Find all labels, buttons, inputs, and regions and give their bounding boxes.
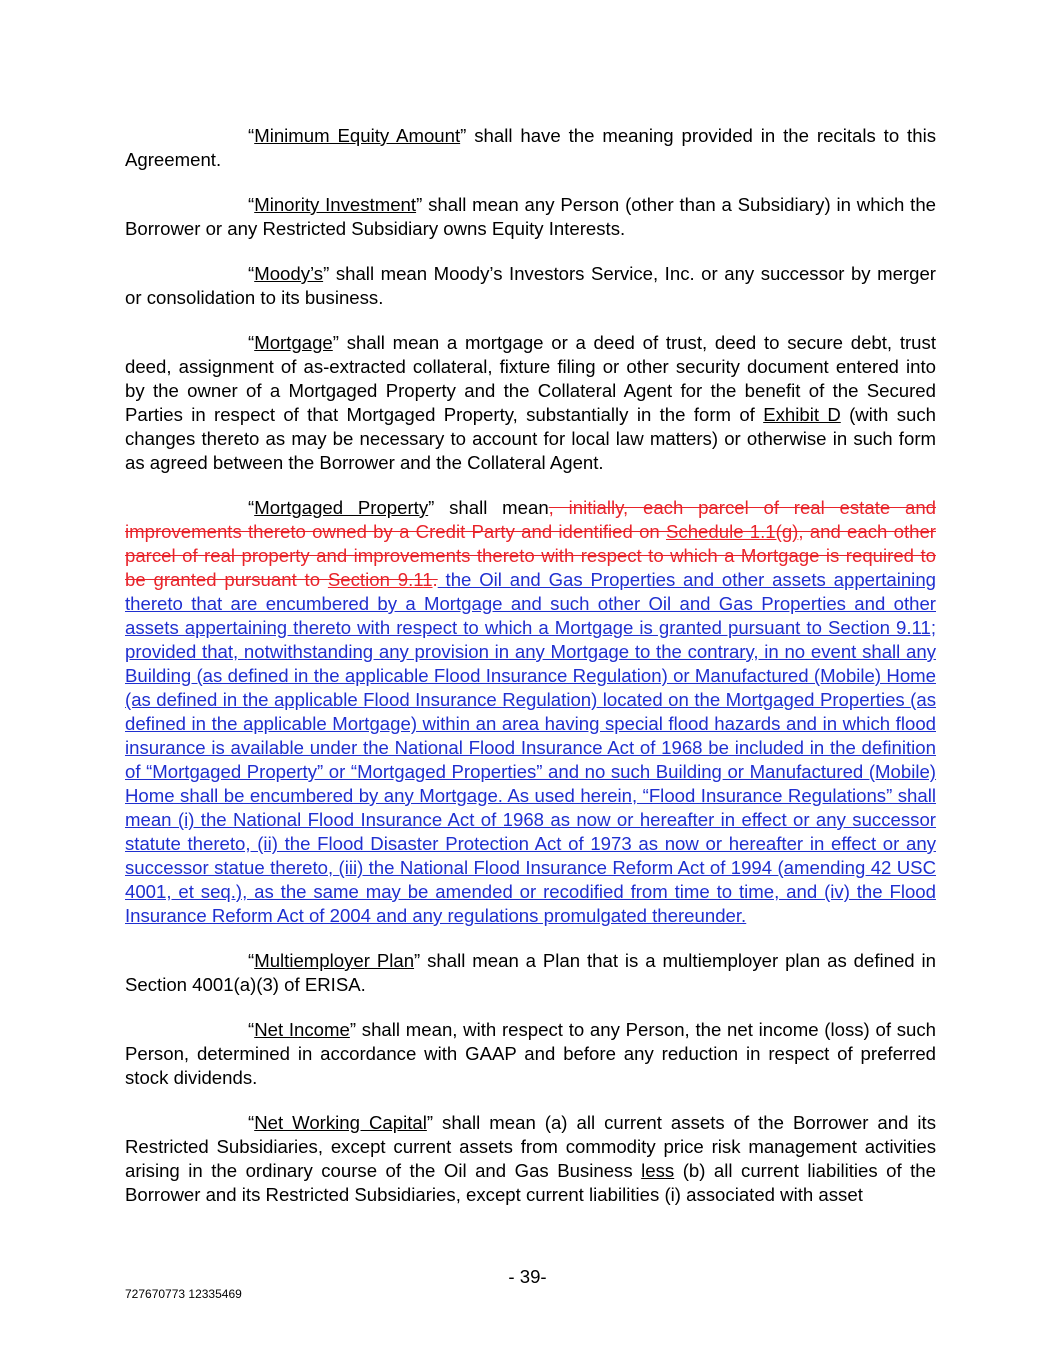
definition-multiemployer-plan: “Multiemployer Plan” shall mean a Plan that is a multiemployer plan as defined in Section 4001(a)(3) of ERISA.	[125, 950, 936, 995]
definition-text: shall mean a Plan that is a multiemployer plan as defined in Section 4001(a)(3) of ERISA.	[125, 950, 936, 995]
deleted-section-link: Section 9.11	[327, 569, 433, 590]
deleted-text-2: , and each other parcel of real property and improvements thereto with respect to which a Mortgage is required to be granted pursuant to	[125, 521, 936, 590]
definition-text: shall mean (a) all current assets of the Borrower and its Restricted Subsidiaries, except current assets from commodity price risk management activities arising in the ordinary course of the Oil and Gas Business	[125, 1112, 936, 1181]
deleted-section-reference	[328, 569, 433, 590]
definition-text: shall mean any Person (other than a Subsidiary) in which the Borrower or any Restricted Subsidiary owns Equity Interests.	[125, 194, 937, 239]
defined-term: Minority Investment	[254, 194, 417, 215]
deleted-text: , initially, each parcel of real estate and improvements thereto owned by a Credit Party and identified on	[125, 497, 936, 542]
definition-text-cont: (b) all current liabilities of the Borrower and its Restricted Subsidiaries, except current liabilities (i) associated with asset	[125, 1160, 936, 1205]
defined-term: Mortgage	[254, 332, 333, 353]
definition-text: shall mean a mortgage or a deed of trust, deed to secure debt, trust deed, assignment of as-extracted collateral, fixture filing or other security document entered into by the owner of a Mortgaged Property and the Collateral Agent for the benefit of the Secured Parties in respect of that Mortgaged Property, substantially in the form of	[125, 332, 936, 425]
defined-term: Net Working Capital	[254, 1112, 427, 1133]
exhibit-reference: Exhibit D	[763, 404, 841, 425]
definition-moodys: “Moody’s” shall mean Moody’s Investors Service, Inc. or any successor by merger or consolidation to its business.	[125, 263, 936, 308]
definition-text: shall mean	[434, 497, 549, 518]
definition-minimum-equity-amount: “Minimum Equity Amount” shall have the meaning provided in the recitals to this Agreement.	[125, 125, 936, 170]
defined-term: Multiemployer Plan	[254, 950, 415, 971]
defined-term: Net Income	[254, 1019, 350, 1040]
defined-term: Moody’s	[254, 263, 324, 284]
definition-text: shall have the meaning provided in the recitals to this Agreement.	[125, 125, 936, 170]
definition-mortgage: “Mortgage” shall mean a mortgage or a deed of trust, deed to secure debt, trust deed, assignment of as-extracted collateral, fixture filing or other security document entered into by the owner of a Mortgaged Property and the Collateral Agent for the benefit of the Secured Parties in respect of that Mortgaged Property, substantially in the form of Exhibit D (with such changes thereto as may be necessary to account for local law matters) or otherwise in such form as agreed between the Borrower and the Collateral Agent.	[125, 332, 936, 473]
deleted-schedule-reference	[666, 521, 798, 542]
defined-term: Minimum Equity Amount	[254, 125, 461, 146]
deleted-period: .	[432, 569, 438, 590]
definition-net-working-capital: “Net Working Capital” shall mean (a) all current assets of the Borrower and its Restricted Subsidiaries, except current assets from commodity price risk management activities arising in the ordinary course of the Oil and Gas Business less (b) all current liabilities of the Borrower and its Restricted Subsidiaries, except current liabilities (i) associated with asset	[125, 1112, 936, 1205]
less-emphasis: less	[641, 1160, 675, 1181]
deleted-schedule-link: Schedule 1.1(g)	[666, 521, 799, 542]
document-id: 727670773 12335469	[125, 1287, 242, 1301]
definition-mortgaged-property: “Mortgaged Property” shall mean, initially, each parcel of real estate and improvements thereto owned by a Credit Party and identified on Schedule 1.1(g), and each other parcel of real property and improvements thereto with respect to which a Mortgage is required to be granted pursuant to Section 9.11. the Oil and Gas Properties and other assets appertaining thereto that are encumbered by a Mortgage and such other Oil and Gas Properties and other assets appertaining thereto with respect to which a Mortgage is granted pursuant to Section 9.11; provided that, notwithstanding any provision in any Mortgage to the contrary, in no event shall any Building (as defined in the applicable Flood Insurance Regulation) or Manufactured (Mobile) Home (as defined in the applicable Flood Insurance Regulation) located on the Mortgaged Properties (as defined in the applicable Mortgage) within an area having special flood hazards and in which flood insurance is available under the National Flood Insurance Act of 1968 be included in the definition of “Mortgaged Property” or “Mortgaged Properties” and no such Building or Manufactured (Mobile) Home shall be encumbered by any Mortgage. As used herein, “Flood Insurance Regulations” shall mean (i) the National Flood Insurance Act of 1968 as now or hereafter in effect or any successor statute thereto, (ii) the Flood Disaster Protection Act of 1973 as now or hereafter in effect or any successor statue thereto, (iii) the National Flood Insurance Reform Act of 1994 (amending 42 USC 4001, et seq.), as the same may be amended or recodified from time to time, and (iv) the Flood Insurance Reform Act of 2004 and any regulations promulgated thereunder.	[125, 497, 936, 926]
definition-net-income: “Net Income” shall mean, with respect to any Person, the net income (loss) of such Person, determined in accordance with GAAP and before any reduction in respect of preferred stock dividends.	[125, 1019, 936, 1088]
page-number: - 39-	[508, 1266, 547, 1287]
defined-term: Mortgaged Property	[254, 497, 429, 518]
document-page	[125, 124, 936, 1228]
definition-minority-investment: “Minority Investment” shall mean any Person (other than a Subsidiary) in which the Borrower or any Restricted Subsidiary owns Equity Interests.	[125, 194, 937, 239]
definition-text: shall mean Moody’s Investors Service, Inc. or any successor by merger or consolidation to its business.	[125, 263, 936, 308]
inserted-text: the Oil and Gas Properties and other assets appertaining thereto that are encumbered by a Mortgage and such other Oil and Gas Properties and other assets appertaining thereto with respect to which a Mortgage is granted pursuant to Section 9.11; provided that, notwithstanding any provision in any Mortgage to the contrary, in no event shall any Building (as defined in the applicable Flood Insurance Regulation) or Manufactured (Mobile) Home (as defined in the applicable Flood Insurance Regulation) located on the Mortgaged Properties (as defined in the applicable Mortgage) within an area having special flood hazards and in which flood insurance is available under the National Flood Insurance Act of 1968 be included in the definition of “Mortgaged Property” or “Mortgaged Properties” and no such Building or Manufactured (Mobile) Home shall be encumbered by any Mortgage. As used herein, “Flood Insurance Regulations” shall mean (i) the National Flood Insurance Act of 1968 as now or hereafter in effect or any successor statute thereto, (ii) the Flood Disaster Protection Act of 1973 as now or hereafter in effect or any successor statue thereto, (iii) the National Flood Insurance Reform Act of 1994 (amending 42 USC 4001, et seq.), as the same may be amended or recodified from time to time, and (iv) the Flood Insurance Reform Act of 2004 and any regulations promulgated thereunder.	[125, 569, 936, 926]
definition-text-cont: (with such changes thereto as may be necessary to account for local law matters) or otherwise in such form as agreed between the Borrower and the Collateral Agent.	[125, 404, 936, 473]
definition-text: shall mean, with respect to any Person, the net income (loss) of such Person, determined in accordance with GAAP and before any reduction in respect of preferred stock dividends.	[125, 1019, 936, 1088]
